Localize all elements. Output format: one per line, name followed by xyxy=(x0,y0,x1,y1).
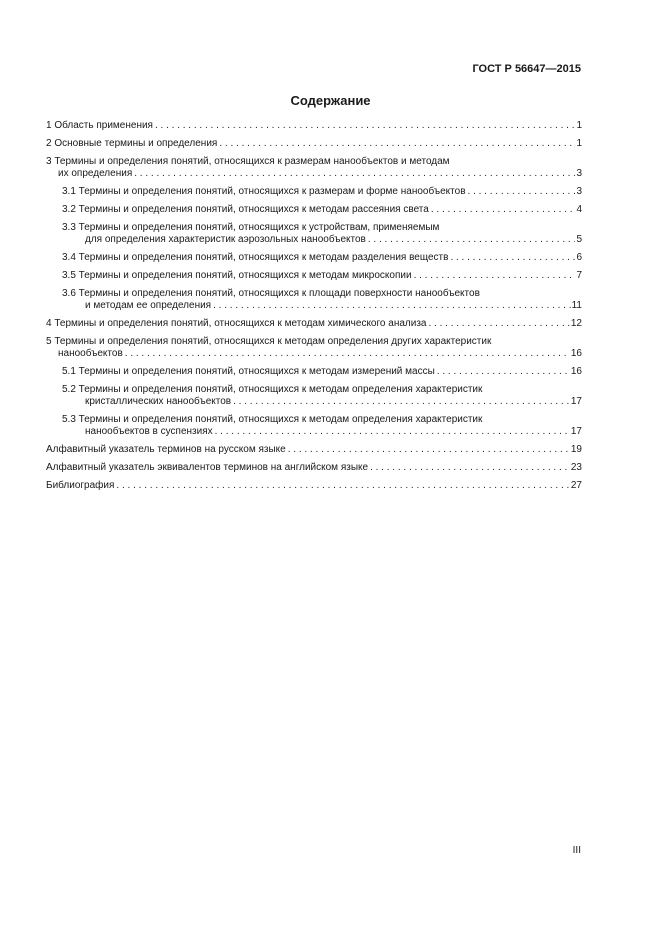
toc-page-number: 12 xyxy=(570,318,582,329)
toc-entry-text: 2 Основные термины и определения xyxy=(46,138,218,149)
toc-entry-text: 3.4 Термины и определения понятий, относящихся к методам разделения веществ xyxy=(62,252,449,263)
toc-leader-dots xyxy=(114,480,569,492)
toc-entry-text: нанообъектов в суспензиях xyxy=(85,426,213,437)
toc-leader-dots xyxy=(412,270,576,282)
toc-leader-dots xyxy=(132,168,575,180)
toc-page-number: 16 xyxy=(570,348,582,359)
toc-page-number: 23 xyxy=(570,462,582,473)
toc-page-number: 1 xyxy=(576,120,582,131)
toc-entry-text: их определения xyxy=(58,168,133,179)
toc-entry-text: Алфавитный указатель эквивалентов терминов на английском языке xyxy=(46,462,369,473)
toc-page-number: 17 xyxy=(570,426,582,437)
toc-entry-text: 3.3 Термины и определения понятий, относящихся к устройствам, применяемым xyxy=(62,222,440,233)
toc-entry-text: 4 Термины и определения понятий, относящихся к методам химического анализа xyxy=(46,318,427,329)
toc-leader-dots xyxy=(153,120,575,132)
toc-entry-text: Библиография xyxy=(46,480,115,491)
toc-entry[interactable] xyxy=(46,366,582,378)
toc-leader-dots xyxy=(123,348,570,360)
toc-entry[interactable] xyxy=(46,120,582,132)
toc-page-number: 6 xyxy=(576,252,582,263)
toc-leader-dots xyxy=(448,252,575,264)
toc-page-number: 27 xyxy=(570,480,582,491)
toc-page-number: 3 xyxy=(576,168,582,179)
toc-leader-dots xyxy=(366,234,576,246)
toc-leader-dots xyxy=(435,366,570,378)
document-code: ГОСТ Р 56647—2015 xyxy=(472,63,581,75)
toc-entry-text: 5.2 Термины и определения понятий, относящихся к методам определения характеристик xyxy=(62,384,483,395)
toc-entry[interactable] xyxy=(46,288,582,312)
toc-entry[interactable] xyxy=(46,444,582,456)
toc-page-number: 5 xyxy=(576,234,582,245)
toc-page-number: 3 xyxy=(576,186,582,197)
toc-entry-text: нанообъектов xyxy=(58,348,123,359)
toc-entry[interactable] xyxy=(46,186,582,198)
toc-entry[interactable] xyxy=(46,480,582,492)
toc-entry-text: 3 Термины и определения понятий, относящихся к размерам нанообъектов и методам xyxy=(46,156,450,167)
toc-entry-text: 1 Область применения xyxy=(46,120,153,131)
table-of-contents xyxy=(46,120,582,498)
toc-entry-text: кристаллических нанообъектов xyxy=(85,396,232,407)
toc-entry-text: 3.6 Термины и определения понятий, относящихся к площади поверхности нанообъектов xyxy=(62,288,480,299)
toc-leader-dots xyxy=(217,138,575,150)
toc-title: Содержание xyxy=(290,93,371,108)
toc-leader-dots xyxy=(211,300,571,312)
toc-page-number: 1 xyxy=(576,138,582,149)
toc-entry[interactable] xyxy=(46,204,582,216)
toc-entry-text: Алфавитный указатель терминов на русском языке xyxy=(46,444,286,455)
toc-leader-dots xyxy=(426,318,569,330)
toc-page-number: 7 xyxy=(576,270,582,281)
toc-entry-text: 5.1 Термины и определения понятий, относящихся к методам измерений массы xyxy=(62,366,435,377)
toc-entry-text: 3.1 Термины и определения понятий, относящихся к размерам и форме нанообъектов xyxy=(62,186,466,197)
toc-entry-text: 3.2 Термины и определения понятий, относящихся к методам рассеяния света xyxy=(62,204,429,215)
toc-leader-dots xyxy=(213,426,570,438)
toc-leader-dots xyxy=(286,444,570,456)
toc-entry[interactable] xyxy=(46,414,582,438)
toc-page-number: 19 xyxy=(570,444,582,455)
toc-entry[interactable] xyxy=(46,138,582,150)
toc-entry-text: 5.3 Термины и определения понятий, относящихся к методам определения характеристик xyxy=(62,414,483,425)
toc-entry[interactable] xyxy=(46,222,582,246)
toc-entry-text: 3.5 Термины и определения понятий, относящихся к методам микроскопии xyxy=(62,270,412,281)
toc-leader-dots xyxy=(231,396,570,408)
toc-entry[interactable] xyxy=(46,462,582,474)
toc-entry[interactable] xyxy=(46,336,582,360)
toc-page-number: 4 xyxy=(576,204,582,215)
toc-entry[interactable] xyxy=(46,384,582,408)
toc-entry[interactable] xyxy=(46,270,582,282)
page-number: III xyxy=(572,845,581,856)
toc-leader-dots xyxy=(368,462,570,474)
toc-entry-text: для определения характеристик аэрозольных нанообъектов xyxy=(85,234,366,245)
toc-entry[interactable] xyxy=(46,252,582,264)
toc-entry-text: и методам ее определения xyxy=(85,300,212,311)
toc-page-number: 17 xyxy=(570,396,582,407)
toc-entry[interactable] xyxy=(46,156,582,180)
toc-leader-dots xyxy=(466,186,576,198)
toc-page-number: 16 xyxy=(570,366,582,377)
toc-page-number: 11 xyxy=(571,300,582,311)
toc-entry[interactable] xyxy=(46,318,582,330)
toc-leader-dots xyxy=(429,204,576,216)
toc-entry-text: 5 Термины и определения понятий, относящихся к методам определения других характеристик xyxy=(46,336,492,347)
